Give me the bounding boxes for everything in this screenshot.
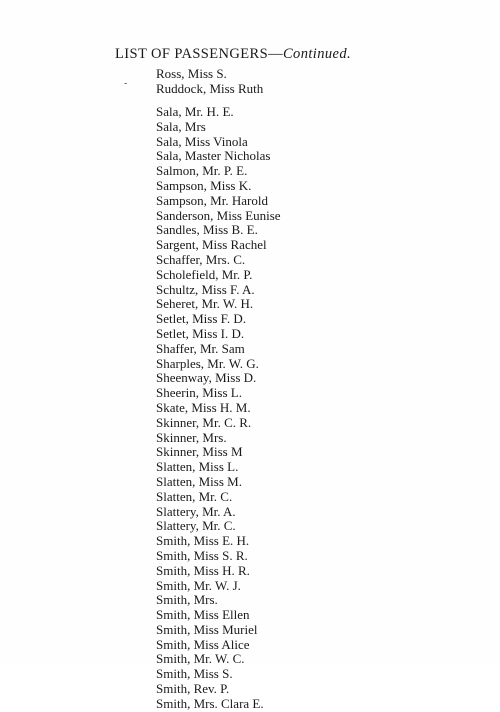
passenger-entry: Skinner, Mrs. <box>156 429 227 445</box>
passenger-entry: Slatten, Miss L. <box>156 459 239 475</box>
passenger-entry: Smith, Miss S. R. <box>156 547 248 563</box>
passenger-entry: Seheret, Mr. W. H. <box>156 296 254 312</box>
passenger-entry: Salmon, Mr. P. E. <box>156 163 248 179</box>
passenger-entry: Sandles, Miss B. E. <box>156 222 258 238</box>
passenger-entry: Smith, Rev. P. <box>156 681 230 697</box>
passenger-entry: Setlet, Miss I. D. <box>156 325 245 341</box>
passenger-entry: Sala, Master Nicholas <box>156 148 271 164</box>
passenger-entry: Smith, Mrs. Clara E. <box>156 695 264 711</box>
passenger-entry: Slattery, Mr. A. <box>156 503 236 519</box>
passenger-entry: Schultz, Miss F. A. <box>156 281 255 297</box>
passenger-entry: Schaffer, Mrs. C. <box>156 251 246 267</box>
heading-dash: — <box>268 46 283 62</box>
page-heading <box>115 46 351 63</box>
passenger-entry: Sampson, Miss K. <box>156 177 252 193</box>
passenger-entry: Skinner, Miss M <box>156 444 243 460</box>
passenger-entry: Smith, Miss Alice <box>156 636 250 652</box>
passenger-entry: Smith, Miss H. R. <box>156 562 250 578</box>
heading-title: LIST OF PASSENGERS <box>115 46 269 62</box>
passenger-entry: Smith, Miss Ellen <box>156 607 250 623</box>
passenger-entry: Sargent, Miss Rachel <box>156 237 267 253</box>
passenger-entry: Sala, Mr. H. E. <box>156 104 234 119</box>
passenger-entry: Skate, Miss H. M. <box>156 399 251 415</box>
heading-continued: Continued. <box>282 46 352 62</box>
passenger-entry: Ross, Miss S. <box>156 66 227 81</box>
passenger-entry: Smith, Miss E. H. <box>156 533 250 549</box>
passenger-entry: Slatten, Miss M. <box>156 473 242 489</box>
passenger-entry: Shaffer, Mr. Sam <box>156 340 245 356</box>
passenger-group-r <box>156 67 263 97</box>
passenger-entry: Sharples, Mr. W. G. <box>156 355 259 371</box>
passenger-entry: Sheerin, Miss L. <box>156 385 242 401</box>
passenger-entry: Smith, Miss Muriel <box>156 621 258 637</box>
passenger-entry: Scholefield, Mr. P. <box>156 266 253 282</box>
passenger-entry: Sampson, Mr. Harold <box>156 192 268 208</box>
passenger-entry: Smith, Mr. W. J. <box>156 577 241 593</box>
passenger-entry: Sanderson, Miss Eunise <box>156 207 281 223</box>
stray-mark: - <box>124 78 128 89</box>
passenger-entry: Setlet, Miss F. D. <box>156 311 246 327</box>
passenger-entry: Sala, Mrs <box>156 118 206 134</box>
passenger-entry: Skinner, Mr. C. R. <box>156 414 252 430</box>
passenger-entry: Slattery, Mr. C. <box>156 518 236 534</box>
passenger-entry: Slatten, Mr. C. <box>156 488 233 504</box>
passenger-entry: Smith, Mrs. <box>156 592 218 608</box>
passenger-entry: Sheenway, Miss D. <box>156 370 257 386</box>
passenger-group-s <box>156 105 281 712</box>
passenger-entry: Smith, Mr. W. C. <box>156 651 245 667</box>
passenger-entry: Smith, Miss S. <box>156 666 233 682</box>
passenger-entry: Sala, Miss Vinola <box>156 133 248 149</box>
passenger-entry: Ruddock, Miss Ruth <box>156 80 264 96</box>
